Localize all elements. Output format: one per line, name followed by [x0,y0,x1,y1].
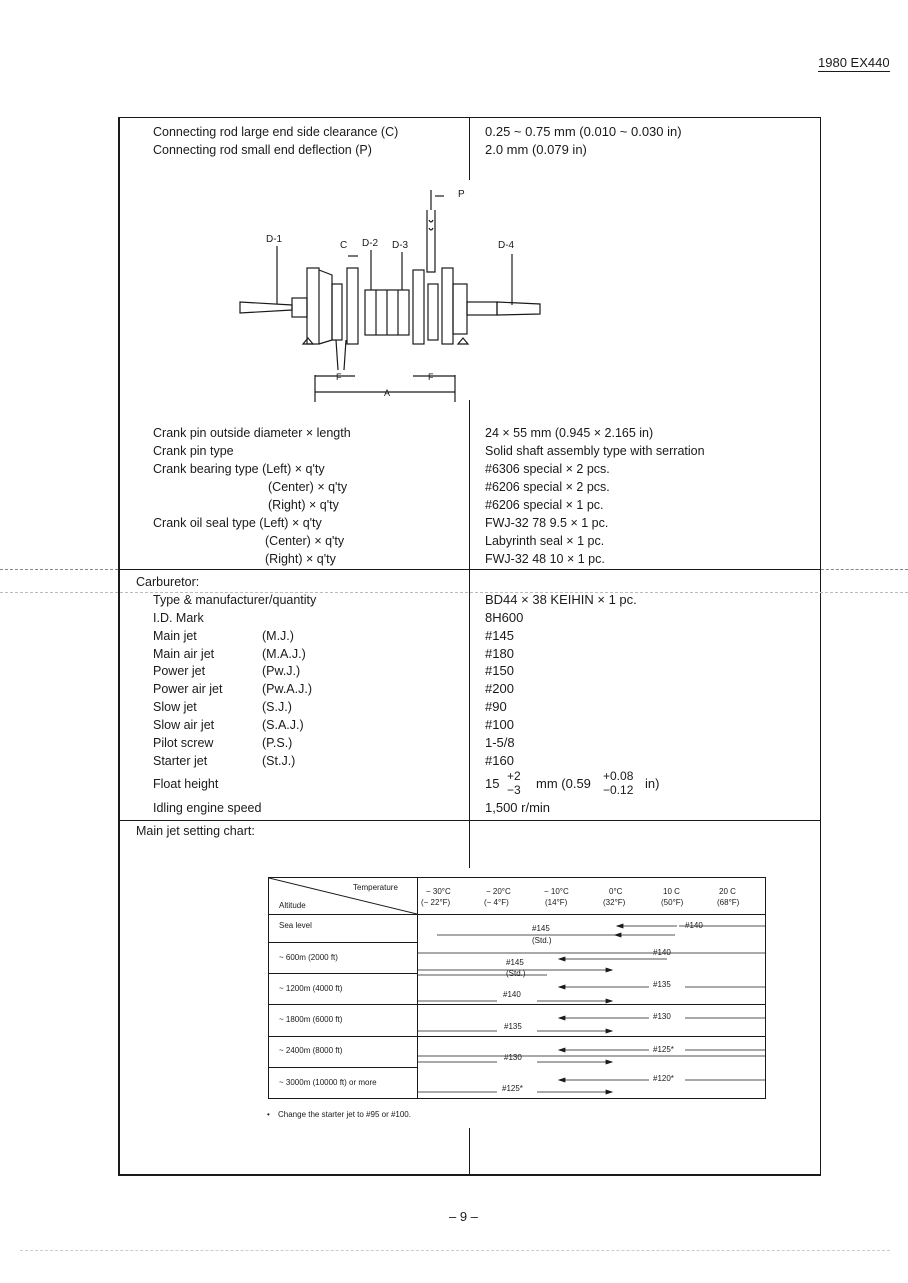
corner-altitude: Altitude [279,901,306,910]
jet-warm-label: #125* [653,1045,674,1054]
carb-label: Slow jet [153,700,197,714]
temp-c: − 10°C [544,887,569,896]
float-in-down: −0.12 [603,783,634,797]
carb-abbr: (P.S.) [262,736,293,750]
jet-chart-footnote: Change the starter jet to #95 or #100. [278,1110,411,1119]
float-tol-down: −3 [507,783,521,797]
jet-range-lines [417,914,765,1098]
spec-value: Labyrinth seal × 1 pc. [485,534,605,548]
float-tol-up: +2 [507,769,521,783]
carb-label: Starter jet [153,754,208,768]
altitude-label: Sea level [279,921,312,930]
jet-std-label: (Std.) [532,936,552,945]
carb-abbr: (St.J.) [262,754,296,768]
jet-warm-label: #120* [653,1074,674,1083]
chart-row-rule [269,942,417,943]
spec-label: (Right) × q'ty [268,498,339,512]
carb-label: Power jet [153,664,206,678]
carb-label: Slow air jet [153,718,215,732]
temp-f: (− 22°F) [421,898,451,907]
carb-value: #160 [485,753,514,768]
jet-warm-label: #130 [653,1012,671,1021]
temp-c: − 30°C [426,887,451,896]
carburetor-heading: Carburetor: [136,575,200,589]
temp-f: (14°F) [545,898,568,907]
carb-abbr: (S.A.J.) [262,718,304,732]
temp-c: − 20°C [486,887,511,896]
jet-chart-heading: Main jet setting chart: [136,824,255,838]
jet-warm-label: #140 [653,948,671,957]
carb-abbr: (Pw.A.J.) [262,682,313,696]
jet-cold-label: #135 [504,1022,522,1031]
spec-value: #6206 special × 2 pcs. [485,480,610,494]
jet-warm-label: #140 [685,921,703,930]
carb-label: Pilot screw [153,736,214,750]
corner-temperature: Temperature [353,883,398,892]
carb-value: #180 [485,646,514,661]
spec-label: (Right) × q'ty [265,552,336,566]
jet-std-label: (Std.) [506,969,526,978]
carb-value: #200 [485,681,514,696]
carb-value: #150 [485,663,514,678]
temp-c: 20 C [719,887,736,896]
temp-c: 0°C [609,887,623,896]
spec-label: Crank bearing type (Left) × q'ty [153,462,325,476]
spec-label: Crank pin type [153,444,234,458]
altitude-label: ~ 3000m (10000 ft) or more [279,1078,377,1087]
float-in-up: +0.08 [603,769,634,783]
carb-label: Float height [153,777,219,791]
float-end: in) [645,776,660,791]
carb-label: Power air jet [153,682,223,696]
jet-cold-label: #130 [504,1053,522,1062]
altitude-label: ~ 600m (2000 ft) [279,953,338,962]
diagram-label-d2: D-2 [362,238,379,249]
temp-f: (32°F) [603,898,626,907]
page-number: – 9 – [449,1209,478,1224]
spec-label: Connecting rod large end side clearance (C) [153,125,399,139]
altitude-label: ~ 1200m (4000 ft) [279,984,343,993]
spec-value: #6206 special × 1 pc. [485,498,604,512]
column-divider [469,400,470,868]
diagram-label-d1: D-1 [266,234,283,245]
carb-label: Type & manufacturer/quantity [153,593,317,607]
carb-value: #100 [485,717,514,732]
scan-line [20,1250,890,1251]
section-rule [118,820,821,821]
spec-label: (Center) × q'ty [265,534,345,548]
box-left-border [118,117,120,1175]
scan-line [821,569,908,570]
spec-value: #6306 special × 2 pcs. [485,462,610,476]
spec-label: Connecting rod small end deflection (P) [153,143,372,157]
spec-value: 0.25 ~ 0.75 mm (0.010 ~ 0.030 in) [485,124,682,139]
column-divider [469,118,470,180]
carb-abbr: (M.J.) [262,629,294,643]
spec-value: 24 × 55 mm (0.945 × 2.165 in) [485,426,654,440]
crankshaft-diagram [230,180,550,402]
temp-c: 10 C [663,887,680,896]
jet-cold-label: #145 [506,958,524,967]
diagram-label-a: A [384,388,391,398]
spec-value: Solid shaft assembly type with serration [485,444,705,458]
chart-row-rule [269,973,417,974]
carb-value: #90 [485,699,507,714]
column-divider [469,1128,470,1175]
diagram-label-d3: D-3 [392,240,409,251]
spec-value: FWJ-32 78 9.5 × 1 pc. [485,516,609,530]
scan-line [0,569,118,570]
model-header: 1980 EX440 [818,55,890,70]
spec-label: (Center) × q'ty [268,480,348,494]
diagram-label-p: P [458,189,465,200]
temp-f: (50°F) [661,898,684,907]
altitude-label: ~ 2400m (8000 ft) [279,1046,343,1055]
jet-cold-label: #140 [503,990,521,999]
jet-warm-label: #135 [653,980,671,989]
carb-abbr: (M.A.J.) [262,647,306,661]
carb-value: #145 [485,628,514,643]
spec-label: Crank pin outside diameter × length [153,426,351,440]
diagram-label-c: C [340,240,348,251]
diagram-label-f: F [428,372,434,382]
carb-value: 8H600 [485,610,524,625]
carb-value: BD44 × 38 KEIHIN × 1 pc. [485,592,637,607]
carb-label: Main jet [153,629,197,643]
diagram-label-d4: D-4 [498,240,515,251]
carb-value: 1,500 r/min [485,800,551,815]
carb-abbr: (S.J.) [262,700,292,714]
spec-value: 2.0 mm (0.079 in) [485,142,587,157]
scan-line [0,592,908,593]
box-right-border [820,117,821,1175]
section-rule [118,569,821,570]
carb-abbr: (Pw.J.) [262,664,301,678]
diagram-label-f: F [336,372,342,382]
float-base: 15 [485,776,500,791]
carb-value: 1-5/8 [485,735,515,750]
temp-f: (68°F) [717,898,740,907]
float-mid: mm (0.59 [536,776,591,791]
spec-value: FWJ-32 48 10 × 1 pc. [485,552,605,566]
altitude-label: ~ 1800m (6000 ft) [279,1015,343,1024]
chart-row-rule [269,1067,417,1068]
jet-chart-table [268,877,766,1099]
temp-f: (− 4°F) [484,898,509,907]
jet-cold-label: #125* [502,1084,523,1093]
carb-label: I.D. Mark [153,611,204,625]
spec-label: Crank oil seal type (Left) × q'ty [153,516,322,530]
footnote-bullet: • [267,1110,270,1119]
carb-label: Idling engine speed [153,801,262,815]
carb-label: Main air jet [153,647,215,661]
jet-cold-label: #145 [532,924,550,933]
